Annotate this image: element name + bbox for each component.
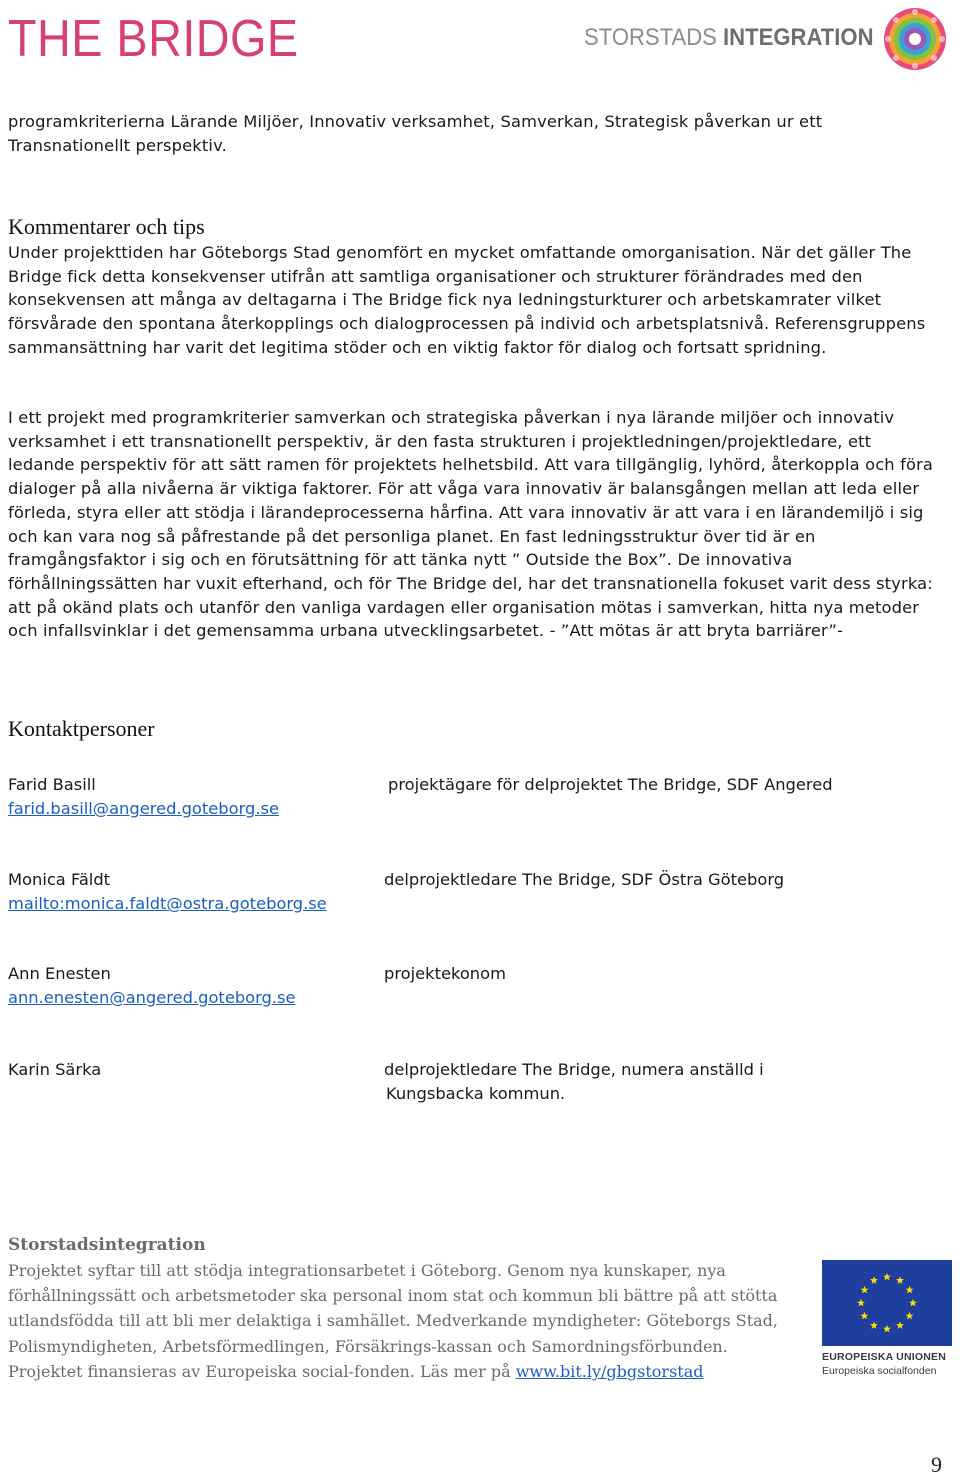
logo-light-text: STORSTADS bbox=[584, 24, 717, 51]
storstads-integration-logo bbox=[584, 22, 874, 54]
footer-text bbox=[8, 1258, 798, 1384]
eu-label-line1: EUROPEISKA UNIONEN bbox=[822, 1351, 946, 1363]
comments-paragraph-2: I ett projekt med programkriterier samverkan och strategiska påverkan i nya lärande miljöer och innovativ verksamhet i ett transnationellt perspektiv, är den fasta strukturen i projektledningen/projektledare, ett ledande perspektiv för att sätt ramen för projektets helhetsbild. Att vara tillgänglig, lyhörd, återkoppla och föra dialoger på alla nivåerna är viktiga faktorer. För att våga vara innovativ är balansgången mellan att leda eller förleda, styra eller att stödja i lärandeprocesserna hårfina. Att vara innovativ är att vara i en lärandemiljö i sig och kan vara nog så påfrestande på det personliga planet. En fast ledningsstruktur över tid är en framgångsfaktor i sig och en förutsättning för att tänka nytt ” Outside the Box”. De innovativa förhållningssätten har vuxit efterhand, och för The Bridge del, har det transnationella fokuset varit dess styrka: att på okänd plats och utanför den vanliga vardagen eller organisation mötas i samverkan, hitta nya metoder och infallsvinklar i det gemensamma urbana utvecklingsarbetet. - ”Att mötas är att bryta barriärer”- bbox=[8, 408, 934, 641]
eu-label-line2: Europeiska socialfonden bbox=[822, 1365, 937, 1377]
contact-role-farid: projektägare för delprojektet The Bridge, SDF Angered bbox=[388, 775, 833, 794]
footer-title: Storstadsintegration bbox=[8, 1235, 206, 1255]
eu-label bbox=[822, 1350, 960, 1378]
contact-role-karin-line1: delprojektledare The Bridge, numera anställd i bbox=[384, 1060, 764, 1079]
footer-link[interactable]: www.bit.ly/gbgstorstad bbox=[515, 1361, 704, 1381]
contact-name-karin: Karin Särka bbox=[8, 1060, 102, 1079]
contact-role-monica: delprojektledare The Bridge, SDF Östra Göteborg bbox=[384, 870, 785, 889]
contact-name-monica: Monica Fäldt bbox=[8, 870, 111, 889]
contacts-heading: Kontaktpersoner bbox=[8, 716, 155, 741]
contact-email-farid[interactable]: farid.basill@angered.goteborg.se bbox=[8, 799, 280, 818]
contact-name-ann: Ann Enesten bbox=[8, 964, 111, 983]
the-bridge-logo: THE BRIDGE bbox=[8, 10, 299, 68]
circular-emblem-icon bbox=[882, 6, 948, 72]
logo-bold-text: INTEGRATION bbox=[723, 24, 874, 51]
comments-paragraph-1: Under projekttiden har Göteborgs Stad genomfört en mycket omfattande omorganisation. När det gäller The Bridge fick detta konsekvenser utifrån att samtliga organisationer och strukturer förändrades med den konsekvensen att många av deltagarna i The Bridge fick nya ledningsturkturer och arbetskamrater vilket försvårade den spontana återkopplings och dialogprocessen på individ och arbetsplatsnivå. Referensgruppens sammansättning har varit det legitima stöder och en viktig faktor för dialog och fortsatt spridning. bbox=[8, 243, 926, 357]
intro-paragraph: programkriterierna Lärande Miljöer, Innovativ verksamhet, Samverkan, Strategisk påverkan ur ett Transnationellt perspektiv. bbox=[8, 112, 823, 155]
comments-heading: Kommentarer och tips bbox=[8, 214, 205, 239]
eu-flag-icon bbox=[822, 1260, 952, 1346]
contact-role-karin-line2: Kungsbacka kommun. bbox=[386, 1084, 566, 1103]
contact-name-farid: Farid Basill bbox=[8, 775, 96, 794]
page-number: 9 bbox=[931, 1452, 942, 1477]
contact-role-ann: projektekonom bbox=[384, 964, 506, 983]
footer-description: Projektet syftar till att stödja integrationsarbetet i Göteborg. Genom nya kunskaper, nya förhållningssätt och arbetsmetoder ska personal inom stat och kommun bli bättre på att stötta utlandsfödda till att bli mer delaktiga i samhället. Medverkande myndigheter: Göteborgs Stad, Polismyndigheten, Arbetsförmedlingen, Försäkrings-kassan och Samordningsförbunden. Projektet finansieras av Europeiska social-fonden. Läs mer på bbox=[8, 1261, 778, 1381]
contact-email-ann[interactable]: ann.enesten@angered.goteborg.se bbox=[8, 988, 296, 1007]
contact-email-monica[interactable]: mailto:monica.faldt@ostra.goteborg.se bbox=[8, 894, 327, 913]
